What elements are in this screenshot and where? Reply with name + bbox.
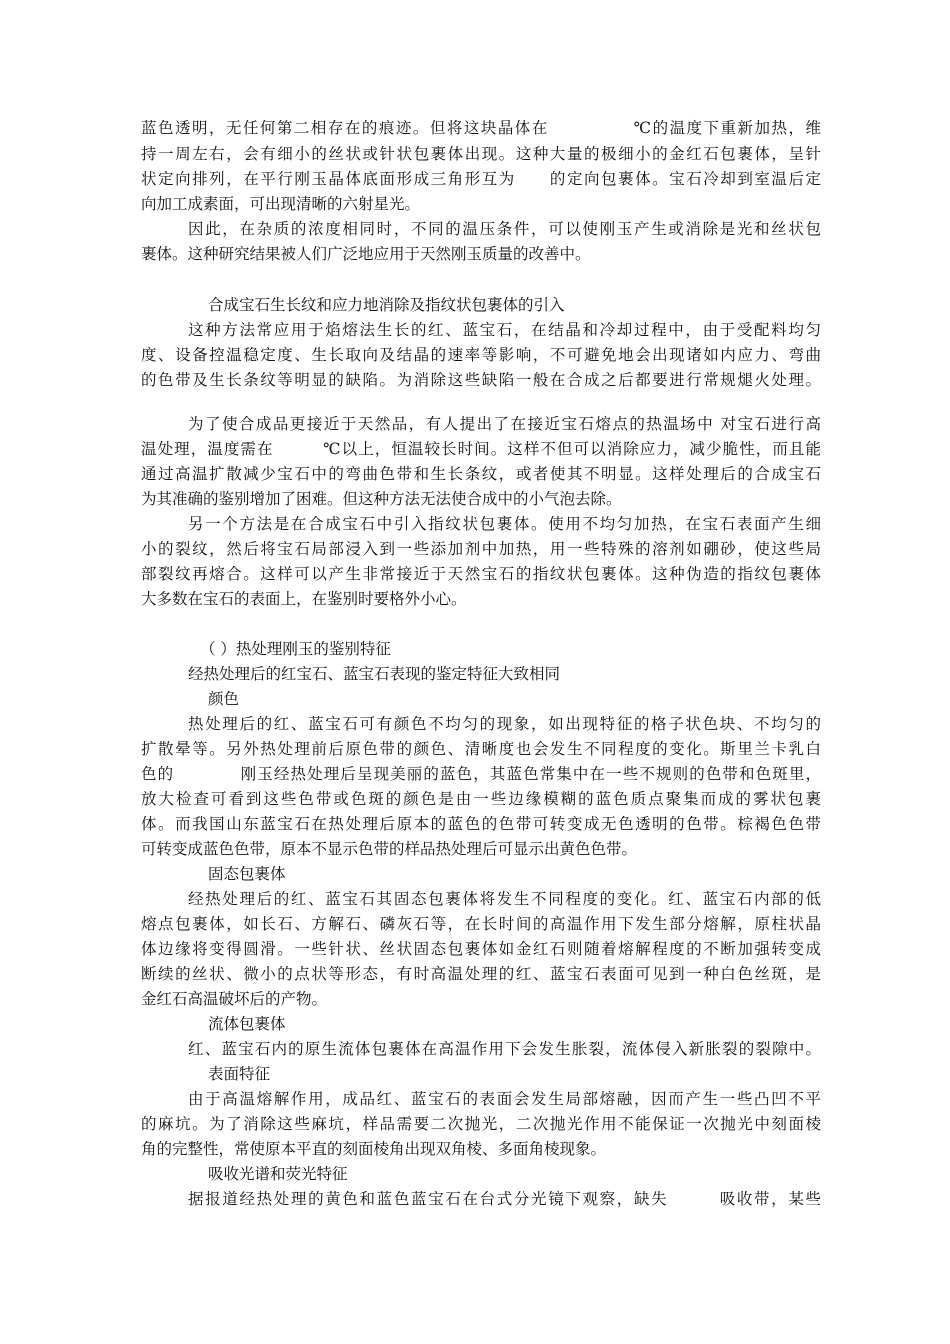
text-line: 扩散晕等。另外热处理前后原色带的颜色、清晰度也会发生不同程度的变化。斯里兰卡乳白 xyxy=(141,740,821,758)
text-line: 由于高温熔解作用，成品红、蓝宝石的表面会发生局部熔融，因而产生一些凸凹不平 xyxy=(188,1090,821,1108)
text-line: 经热处理后的红、蓝宝石其固态包裹体将发生不同程度的变化。红、蓝宝石内部的低 xyxy=(188,890,821,908)
subsection-heading: 吸收光谱和荧光特征 xyxy=(208,1165,348,1183)
text-line: 热处理后的红、蓝宝石可有颜色不均匀的现象，如出现特征的格子状色块、不均匀的 xyxy=(188,715,821,733)
subsection-heading: 固态包裹体 xyxy=(208,865,286,883)
text-line: 放大检查可看到这些色带或色斑的颜色是由一些边缘模糊的蓝色质点聚集而成的雾状包裹 xyxy=(141,790,821,808)
text-line: 据报道经热处理的黄色和蓝色蓝宝石在台式分光镜下观察，缺失 吸收带，某些 xyxy=(188,1190,821,1208)
section-heading: 合成宝石生长纹和应力地消除及指纹状包裹体的引入 xyxy=(208,296,565,314)
text-line: 蓝色透明，无任何第二相存在的痕迹。但将这块晶体在 ℃的温度下重新加热，维 xyxy=(141,119,821,137)
text-line: 为其准确的鉴别增加了困难。但这种方法无法使合成中的小气泡去除。 xyxy=(141,490,622,508)
subsection-heading: 颜色 xyxy=(208,690,240,708)
text-line: 大多数在宝石的表面上，在鉴别时要格外小心。 xyxy=(141,590,467,608)
text-line: 红、蓝宝石内的原生流体包裹体在高温作用下会发生胀裂，流体侵入新胀裂的裂隙中。 xyxy=(188,1040,821,1058)
section-heading: （ ）热处理刚玉的鉴别特征 xyxy=(200,640,391,658)
text-line: 这种方法常应用于焰熔法生长的红、蓝宝石，在结晶和冷却过程中，由于受配料均匀 xyxy=(188,321,821,339)
text-line: 为了使合成品更接近于天然品，有人提出了在接近宝石熔点的热温场中 对宝石进行高 xyxy=(188,415,821,433)
text-line: 向加工成素面，可出现清晰的六射星光。 xyxy=(141,195,421,213)
text-line: 度、设备控温稳定度、生长取向及结晶的速率等影响，不可避免地会出现诸如内应力、弯曲 xyxy=(141,346,821,364)
text-line: 小的裂纹，然后将宝石局部浸入到一些添加剂中加热，用一些特殊的溶剂如硼砂，使这些局 xyxy=(141,540,821,558)
text-line: 断续的丝状、微小的点状等形态，有时高温处理的红、蓝宝石表面可见到一种白色丝斑，是 xyxy=(141,965,821,983)
text-line: 另一个方法是在合成宝石中引入指纹状包裹体。使用不均匀加热，在宝石表面产生细 xyxy=(188,515,821,533)
subsection-heading: 表面特征 xyxy=(208,1065,271,1083)
text-line: 状定向排列，在平行刚玉晶体底面形成三角形互为 的定向包裹体。宝石冷却到室温后定 xyxy=(141,170,821,188)
text-line: 经热处理后的红宝石、蓝宝石表现的鉴定特征大致相同 xyxy=(188,665,561,683)
text-line: 金红石高温破坏后的产物。 xyxy=(141,990,328,1008)
text-line: 的麻坑。为了消除这些麻坑，样品需要二次抛光，二次抛光作用不能保证一次抛光中刻面棱 xyxy=(141,1115,821,1133)
text-line: 熔点包裹体，如长石、方解石、磷灰石等，在长时间的高温作用下发生部分熔解，原柱状晶 xyxy=(141,915,821,933)
text-line: 可转变成蓝色色带，原本不显示色带的样品热处理后可显示出黄色色带。 xyxy=(141,840,638,858)
text-line: 体。而我国山东蓝宝石在热处理后原本的蓝色的色带可转变成无色透明的色带。棕褐色色带 xyxy=(141,815,821,833)
text-line: 体边缘将变得圆滑。一些针状、丝状固态包裹体如金红石则随着熔解程度的不断加强转变成 xyxy=(141,940,821,958)
text-line: 部裂纹再熔合。这样可以产生非常接近于天然宝石的指纹状包裹体。这种伪造的指纹包裹体 xyxy=(141,565,821,583)
text-line: 裹体。这种研究结果被人们广泛地应用于天然刚玉质量的改善中。 xyxy=(141,245,591,263)
text-line: 色的 刚玉经热处理后呈现美丽的蓝色，其蓝色常集中在一些不规则的色带和色斑里， xyxy=(141,765,821,783)
text-line: 角的完整性，常使原本平直的刻面棱角出现双角棱、多面角棱现象。 xyxy=(141,1140,607,1158)
text-line: 温处理，温度需在 ℃以上，恒温较长时间。这样不但可以消除应力，减少脆性，而且能 xyxy=(141,440,821,458)
subsection-heading: 流体包裹体 xyxy=(208,1015,286,1033)
text-line: 持一周左右，会有细小的丝状或针状包裹体出现。这种大量的极细小的金红石包裹体，呈针 xyxy=(141,145,821,163)
text-line: 的色带及生长条纹等明显的缺陷。为消除这些缺陷一般在合成之后都要进行常规煺火处理。 xyxy=(141,371,821,389)
text-line: 因此，在杂质的浓度相同时，不同的温压条件，可以使刚玉产生或消除是光和丝状包 xyxy=(188,220,821,238)
text-line: 通过高温扩散减少宝石中的弯曲色带和生长条纹，或者使其不明显。这样处理后的合成宝石 xyxy=(141,465,821,483)
